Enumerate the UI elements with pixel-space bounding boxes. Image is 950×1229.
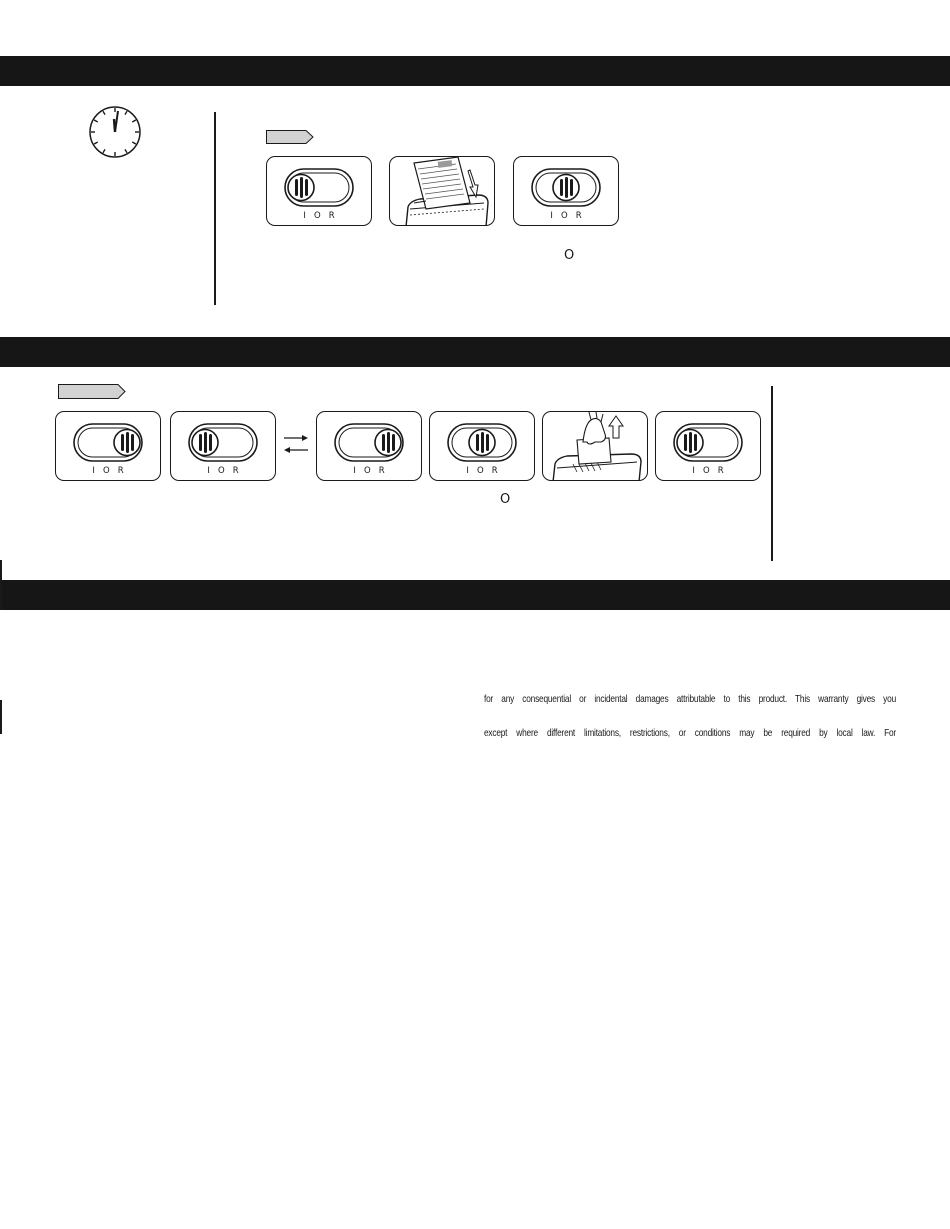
- switch-position-label: I O R: [353, 466, 385, 476]
- clock-icon: [88, 105, 142, 159]
- toggle-arrows-icon: [282, 432, 310, 456]
- section-header-bar-3: [0, 580, 950, 610]
- section-header-bar-1: [0, 56, 950, 86]
- arrow-tag-icon: [58, 384, 126, 399]
- switch-panel-left: [655, 411, 761, 481]
- switch-panel-right: [55, 411, 161, 481]
- switch-position-label: I O R: [466, 466, 498, 476]
- switch-position-label: I O R: [92, 466, 124, 476]
- switch-position-label: I O R: [692, 466, 724, 476]
- paper-remove-panel: [542, 411, 648, 481]
- section-divider-1: [214, 112, 216, 305]
- paper-feed-panel: [389, 156, 495, 226]
- switch-panel-left: [170, 411, 276, 481]
- off-position-mark: O: [564, 248, 575, 263]
- switch-position-label: I O R: [207, 466, 239, 476]
- warranty-text-line-2: except where different limitations, restrictions, or conditions may be required by local law. For: [484, 728, 896, 739]
- switch-panel-left: [266, 156, 372, 226]
- paper-feed-icon: [390, 157, 495, 226]
- switch-position-label: I O R: [303, 211, 335, 221]
- switch-panel-center: [429, 411, 535, 481]
- off-position-mark: O: [500, 492, 511, 507]
- switch-panel-right: [316, 411, 422, 481]
- edge-mark: [0, 560, 2, 610]
- edge-mark: [0, 700, 2, 734]
- arrow-tag-icon: [266, 130, 314, 144]
- warranty-text-line-1: for any consequential or incidental damages attributable to this product. This warranty gives you: [484, 694, 896, 705]
- switch-panel-center: [513, 156, 619, 226]
- section-header-bar-2: [0, 337, 950, 367]
- section-divider-2: [771, 386, 773, 561]
- switch-position-label: I O R: [550, 211, 582, 221]
- paper-remove-icon: [543, 412, 648, 481]
